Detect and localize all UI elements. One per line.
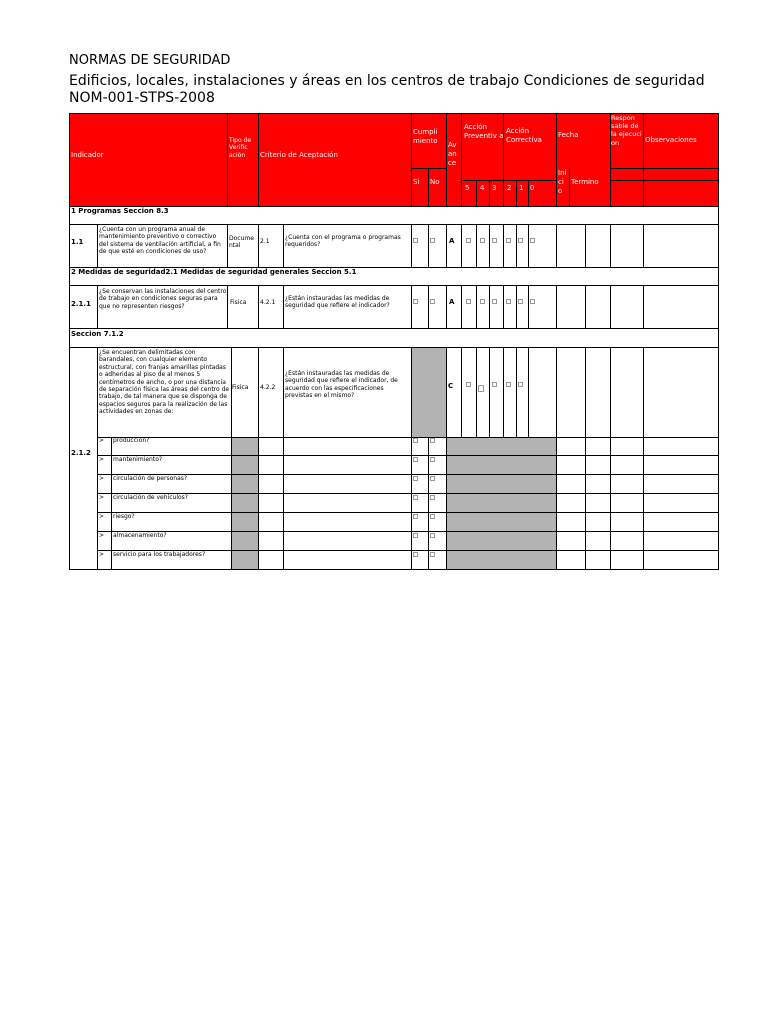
header-no: No [430, 178, 440, 186]
checkbox-1[interactable] [518, 382, 523, 387]
row-avance: A [449, 237, 455, 245]
subitem-label: circulación de vehículos? [113, 494, 188, 501]
subtitle-line-2: NOM-001-STPS-2008 [69, 90, 215, 106]
subitem-label: riesgo? [113, 513, 135, 520]
header-3: 3 [492, 184, 497, 192]
section-7-1-2: Seccion 7.1.2 [71, 330, 124, 338]
checkbox-2[interactable] [506, 382, 511, 387]
subitem-label: servicio para los trabajadores? [113, 551, 206, 558]
header-responsable: Respon sable de la ejecuci on [611, 114, 642, 147]
subitem-marker: > [99, 494, 105, 501]
checkbox-5[interactable] [466, 299, 471, 304]
header-criterio: Criterio de Aceptación [260, 151, 338, 159]
checkbox-3[interactable] [492, 299, 497, 304]
checkbox-no[interactable] [430, 299, 435, 304]
row-criterio: ¿Están instauradas las medidas de seguridad que refiere el indicador, de acuerdo con las especificaciones previstas en el mismo? [285, 370, 398, 400]
header-0: 0 [530, 184, 535, 192]
checkbox-si[interactable] [413, 533, 418, 538]
checkbox-si[interactable] [413, 457, 418, 462]
checkbox-si[interactable] [413, 476, 418, 481]
checkbox-0[interactable] [530, 299, 535, 304]
row-id: 1.1 [71, 238, 84, 246]
subitem-label: producción? [113, 437, 150, 444]
checkbox-0[interactable] [530, 238, 535, 243]
subitem-marker: > [99, 532, 105, 539]
subitem-marker: > [99, 456, 105, 463]
subitem-label: circulación de personas? [113, 475, 188, 482]
row-indicador: ¿Se conservan las instalaciones del centro de trabajo en condiciones seguras para que no representen riesgos? [99, 288, 227, 310]
checkbox-4[interactable] [478, 385, 484, 392]
checkbox-1[interactable] [518, 299, 523, 304]
row-ref: 2.1 [260, 238, 270, 245]
checkbox-2[interactable] [506, 299, 511, 304]
header-observaciones: Observaciones [645, 136, 697, 144]
row-tipo: Docume ntal [229, 235, 254, 250]
header-indicador: Indicador [71, 151, 104, 159]
checkbox-1[interactable] [518, 238, 523, 243]
checkbox-3[interactable] [492, 382, 497, 387]
header-fecha: Fecha [558, 131, 579, 139]
checkbox-si[interactable] [413, 552, 418, 557]
row-id: 2.1.2 [71, 449, 91, 457]
row-avance: A [449, 298, 455, 306]
checkbox-no[interactable] [430, 238, 435, 243]
header-4: 4 [480, 184, 485, 192]
row-ref: 4.2.1 [260, 299, 276, 306]
row-criterio: ¿Cuenta con el programa o programas requeridos? [285, 234, 401, 249]
subitem-marker: > [99, 437, 105, 444]
checkbox-5[interactable] [466, 238, 471, 243]
header-5: 5 [465, 184, 470, 192]
subitem-label: mantenimiento? [113, 456, 163, 463]
header-si: Si [413, 178, 420, 186]
checkbox-si[interactable] [413, 495, 418, 500]
checkbox-no[interactable] [430, 457, 435, 462]
checkbox-no[interactable] [430, 495, 435, 500]
section-medidas: 2 Medidas de seguridad2.1 Medidas de seguridad generales Seccion 5.1 [71, 268, 357, 276]
header-2: 2 [507, 184, 512, 192]
checkbox-no[interactable] [430, 476, 435, 481]
section-programas: 1 Programas Seccion 8.3 [71, 207, 169, 215]
header-avance: Av an ce [448, 141, 457, 167]
subitem-marker: > [99, 513, 105, 520]
checkbox-si[interactable] [413, 238, 418, 243]
subitem-marker: > [99, 475, 105, 482]
checkbox-5[interactable] [466, 382, 471, 387]
checkbox-2[interactable] [506, 238, 511, 243]
row-tipo: Fisica [232, 384, 249, 391]
checkbox-no[interactable] [430, 552, 435, 557]
header-1: 1 [519, 184, 524, 192]
checkbox-no[interactable] [430, 438, 435, 443]
document-title: NORMAS DE SEGURIDAD [69, 53, 231, 68]
checkbox-3[interactable] [492, 238, 497, 243]
checkbox-4[interactable] [480, 299, 485, 304]
row-id: 2.1.1 [71, 300, 91, 308]
subitem-label: almacenamiento? [113, 532, 167, 539]
row-indicador: ¿Se encuentran delimitadas con barandales, con cualquier elemento estructural, con franjas amarillas pintadas o adheridas al piso de al menos 5 centímetros de ancho, o por una distancia de separación física las áreas del centro de trabajo, de tal manera que se disponga de espacios seguros para la realización de las actividades en zonas de: [99, 349, 230, 416]
row-tipo: Fisica [230, 299, 247, 306]
row-avance: C [448, 382, 454, 390]
header-accion-preventiva: Acción Preventiv a [464, 123, 504, 140]
header-cumplimiento: Cumpli miento [413, 128, 438, 145]
row-criterio: ¿Están instauradas las medidas de seguridad que refiere el indicador? [285, 295, 390, 310]
checkbox-si[interactable] [413, 514, 418, 519]
row-indicador: ¿Cuenta con un programa anual de mantenimiento preventivo o correctivo del sistema de ventilación artificial, a fin de que esté en condiciones de uso? [99, 226, 221, 256]
row-ref: 4.2.2 [260, 384, 276, 391]
header-tipo: Tipo de Verific ación [229, 137, 252, 159]
header-inicio: Ini ci o [558, 169, 567, 195]
subitem-marker: > [99, 551, 105, 558]
checkbox-4[interactable] [480, 238, 485, 243]
checkbox-no[interactable] [430, 533, 435, 538]
checkbox-no[interactable] [430, 514, 435, 519]
checkbox-si[interactable] [413, 438, 418, 443]
checkbox-si[interactable] [413, 299, 418, 304]
header-termino: Termino [571, 178, 599, 186]
subtitle-line-1: Edificios, locales, instalaciones y áreas en los centros de trabajo Condiciones de seguridad [69, 73, 705, 89]
header-accion-correctiva: Acción Correctiva [506, 127, 542, 144]
